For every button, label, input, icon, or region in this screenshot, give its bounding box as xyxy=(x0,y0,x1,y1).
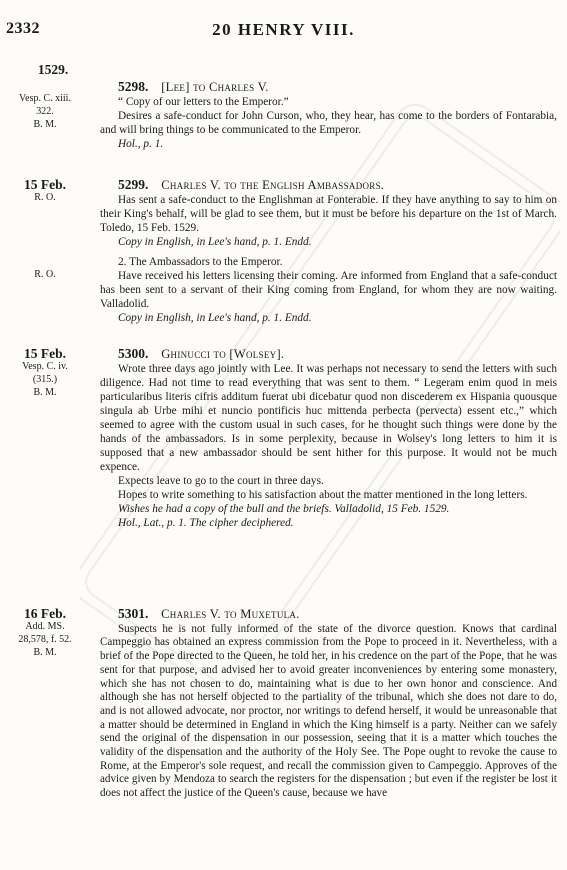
margin-ref: B. M. xyxy=(33,387,57,398)
running-head: 20 HENRY VIII. xyxy=(212,20,355,39)
entry-title: Ghinucci to [Wolsey]. xyxy=(161,347,285,361)
entry-title: Charles V. to the English Ambassadors. xyxy=(161,178,385,192)
entry-title: Charles V. to Muxetula. xyxy=(161,607,300,621)
entry-footnote: Hol., p. 1. xyxy=(118,138,164,150)
entry-date: 15 Feb. xyxy=(24,346,66,361)
margin-ref: 28,578, f. 52. xyxy=(18,634,72,645)
entry-paragraph: Wishes he had a copy of the bull and the briefs. Valladolid, 15 Feb. 1529. xyxy=(118,503,450,515)
entry-text xyxy=(100,178,557,325)
entry-body: Have received his letters licensing their coming. Are informed from England that a safe-conduct has been sent to a servant of their King coming from England, for whom they are now waiting. Valladolid. xyxy=(100,270,557,310)
entry-number: 5300. xyxy=(118,346,149,361)
margin-refs xyxy=(0,92,90,131)
entry-date: 15 Feb. xyxy=(24,177,66,192)
entry-quote: “ Copy of our letters to the Emperor.” xyxy=(118,96,289,108)
margin-refs xyxy=(0,607,90,659)
entry-body: Desires a safe-conduct for John Curson, who, they hear, has come to the borders of Fontarabia, and will bring things to be communicated to the Emperor. xyxy=(100,110,557,136)
page-header xyxy=(0,20,567,42)
entry-text xyxy=(100,80,557,151)
margin-refs xyxy=(0,178,90,204)
margin-ref: 322. xyxy=(36,106,54,117)
entry-text xyxy=(100,607,557,801)
page-number: 2332 xyxy=(6,20,40,37)
margin-ref: B. M. xyxy=(33,647,57,658)
entry-footnote: Hol., Lat., p. 1. The cipher deciphered. xyxy=(118,517,294,529)
entry-footnote: Copy in English, in Lee's hand, p. 1. Endd. xyxy=(118,312,312,324)
entry-number: 5299. xyxy=(118,177,149,192)
entry-footnote: Copy in English, in Lee's hand, p. 1. Endd. xyxy=(118,236,312,248)
margin-ref: R. O. xyxy=(34,269,56,280)
entry-subheading: 2. The Ambassadors to the Emperor. xyxy=(118,256,283,268)
entry-text xyxy=(100,347,557,530)
entry-body: Wrote three days ago jointly with Lee. It was perhaps not necessary to send the letters with such diligence. Had not time to read everything that was sent to them. “ Legeram enim quod in meis particularibus literis cifris additum fuerat ubi dicebatur quod non discederem ex Hispania quousque singula ab Urbe mihi et nuncio pontificis huc mittenda perbecta (pervecta) essent etc.,” which seemed to agree with the custom usual in such cases, for he thought such things were done by the hands of the ambassadors. Is in some perplexity, because in Wolsey's long letters to him it is supposed that a new ambassador should be sent hither for this purpose. It would not be much expence. xyxy=(100,363,557,473)
margin-ref: Add. MS. xyxy=(25,621,65,632)
entry-number: 5301. xyxy=(118,606,149,621)
margin-ref: Vesp. C. iv. xyxy=(22,361,68,372)
entry-body: Suspects he is not fully informed of the state of the divorce question. Knows that cardinal Campeggio has obtained an express commission from the Pope to proceed in it. Nevertheless, with a brief of the Pope directed to the Queen, he told her, in his credence on the part of the Pope, that he was sent for that purpose, and advised her to avoid greater inconveniences by entering some monastery, which she has not chosen to do, maintaining what is due to her own honor and conscience. And although she has not herself objected to the partiality of the tribunal, which she does not dare to do, and is not allowed advocate, nor proctor, nor writings to defend herself, it would be unreasonable that a matter should be determined in England in which the King himself is a party. Neither can we safely send the original of the dispensation in our possession, seeing that it is a matter which touches the validity of the dispensation and the authority of the Holy See. The Pope ought to revoke the cause to Rome, at the Emperor's sole request, and recall the commission given to Campeggio. Approves of the advice given by Mendoza to search the registers for the dispensation ; but even if the register be lost it does not affect the justice of the Queen's cause, because we have xyxy=(100,622,557,800)
margin-ref: R. O. xyxy=(34,192,56,203)
year-label: 1529. xyxy=(37,62,69,77)
entry-paragraph: Hopes to write something to his satisfaction about the matter mentioned in the long letters. xyxy=(118,489,528,501)
margin-ref: Vesp. C. xiii. xyxy=(19,93,71,104)
entry-body: Has sent a safe-conduct to the Englishman at Fonterabie. If they have anything to say to him on their King's behalf, will be glad to see them, but it must be before his departure on the 1st of March. Toledo, 15 Feb. 1529. xyxy=(100,194,557,234)
margin-ref: (315.) xyxy=(32,374,58,385)
margin-refs xyxy=(0,347,90,399)
entry-paragraph: Expects leave to go to the court in three days. xyxy=(118,475,324,487)
entry-date: 16 Feb. xyxy=(24,606,66,621)
margin-refs xyxy=(0,268,90,281)
margin-ref: B. M. xyxy=(33,119,57,130)
entry-number: 5298. xyxy=(118,79,149,94)
entry-title: [Lee] to Charles V. xyxy=(161,80,269,94)
